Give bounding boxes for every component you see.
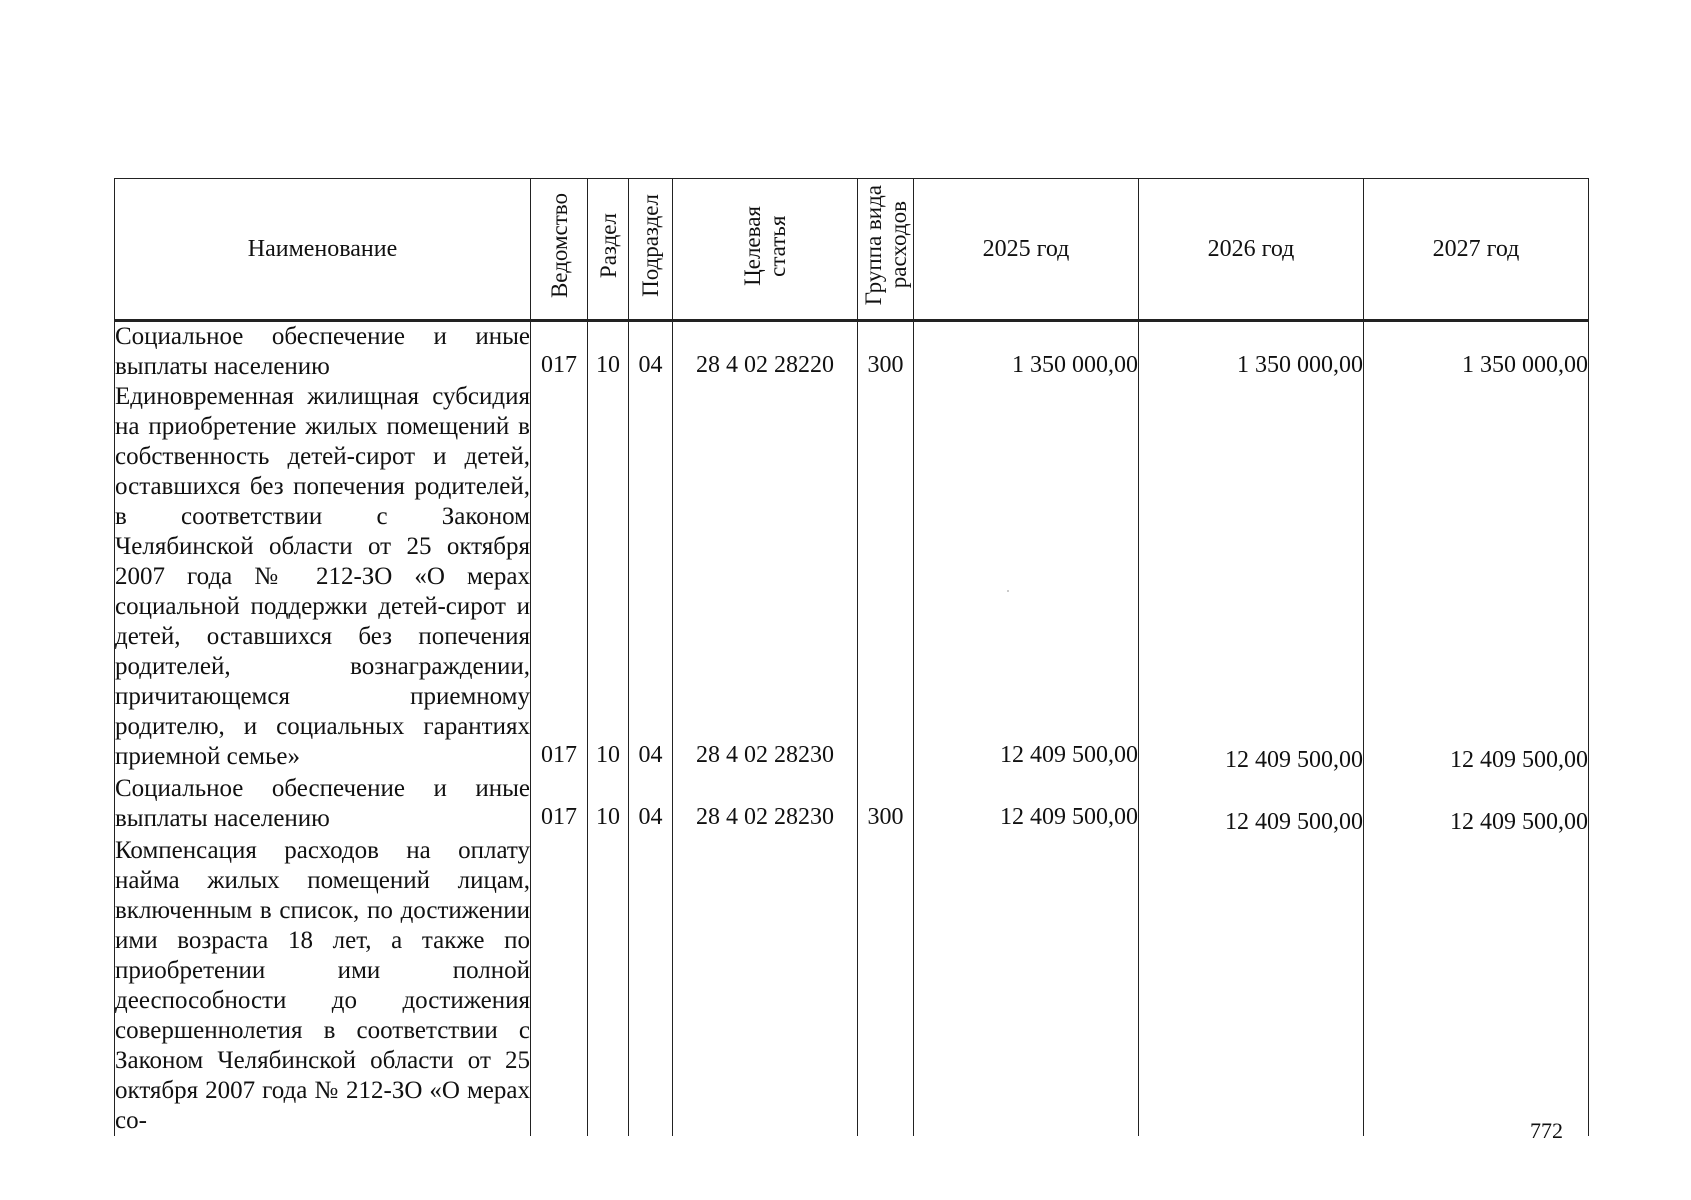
row-name-cell (115, 774, 531, 836)
row-2025-cell (914, 774, 1139, 836)
header-gruppa-line1: Группа вида (860, 185, 886, 306)
header-2027-label: 2027 год (1432, 235, 1520, 262)
row-vedomstvo: 017 (541, 742, 577, 768)
row-name: Социальное обеспечение и иные выплаты населению (115, 775, 530, 832)
row-razdel-cell (588, 836, 629, 1136)
header-2026 (1139, 179, 1364, 321)
row-2026: 12 409 500,00 (1225, 747, 1363, 773)
row-razdel-cell (588, 382, 629, 774)
page-number: 772 (1530, 1118, 1563, 1143)
table-row (115, 836, 1589, 1136)
row-gruppa-cell (858, 836, 914, 1136)
row-vedomstvo-cell (531, 836, 588, 1136)
row-celevaya-cell (673, 836, 858, 1136)
header-celevaya (673, 179, 858, 321)
row-razdel-cell (588, 321, 629, 383)
header-podrazdel-label: Подраздел (638, 194, 663, 297)
row-2025-cell (914, 321, 1139, 383)
row-gruppa: 300 (867, 352, 904, 378)
row-name-cell (115, 321, 531, 383)
header-name-label: Наименование (247, 235, 398, 262)
row-name-cell (115, 836, 531, 1136)
row-podrazdel-cell (629, 774, 673, 836)
row-gruppa-cell (858, 321, 914, 383)
table-row (115, 774, 1589, 836)
header-celevaya-line2: статья (765, 214, 790, 277)
row-razdel: 10 (596, 352, 620, 378)
row-name: Единовременная жилищная субсидия на приобретение жилых помещений в собственность детей-сирот и детей, оставшихся без попечения родителей, в соответствии с Законом Челябинской области от 25 октября 2007 года № 212-ЗО «О мерах социальной поддержки детей-сирот и детей, оставшихся без попечения родителей, вознаграждении, причитающемся приемному родителю, и социальных гарантиях приемной семье» (115, 383, 530, 770)
row-name-cell (115, 382, 531, 774)
row-podrazdel-cell (629, 382, 673, 774)
header-2025 (914, 179, 1139, 321)
header-gruppa-label (861, 185, 911, 305)
row-vedomstvo-cell (531, 382, 588, 774)
row-2026: 12 409 500,00 (1225, 809, 1363, 835)
row-2027-cell (1364, 382, 1589, 774)
row-celevaya-cell (673, 382, 858, 774)
row-podrazdel: 04 (638, 804, 663, 830)
row-celevaya: 28 4 02 28220 (696, 352, 834, 378)
row-podrazdel: 04 (638, 352, 663, 378)
row-2025: 1 350 000,00 (1012, 352, 1138, 378)
budget-table (114, 178, 1589, 1136)
row-vedomstvo: 017 (541, 804, 577, 830)
row-2026-cell (1139, 321, 1364, 383)
header-2025-label: 2025 год (982, 235, 1070, 262)
row-2027: 1 350 000,00 (1462, 352, 1588, 378)
header-vedomstvo-label: Ведомство (546, 192, 572, 299)
row-gruppa: 300 (867, 804, 904, 830)
header-razdel-label: Раздел (595, 212, 621, 279)
header-2027 (1364, 179, 1589, 321)
row-razdel: 10 (596, 742, 620, 768)
row-2026: 1 350 000,00 (1237, 352, 1363, 378)
header-gruppa-line2: расходов (885, 201, 911, 290)
header-celevaya-line1: Целевая (740, 205, 765, 286)
header-vedomstvo (531, 179, 588, 321)
header-name (115, 179, 531, 321)
table-row (115, 321, 1589, 383)
row-celevaya-cell (673, 321, 858, 383)
row-gruppa-cell (858, 774, 914, 836)
row-vedomstvo-cell (531, 774, 588, 836)
row-podrazdel-cell (629, 321, 673, 383)
row-vedomstvo: 017 (541, 352, 577, 378)
header-2026-label: 2026 год (1207, 235, 1295, 262)
row-2025-cell (914, 836, 1139, 1136)
table-header-row (115, 179, 1589, 321)
row-vedomstvo-cell (531, 321, 588, 383)
row-2027-cell (1364, 836, 1589, 1136)
row-podrazdel-cell (629, 836, 673, 1136)
header-gruppa (858, 179, 914, 321)
row-razdel: 10 (596, 804, 620, 830)
header-celevaya-label (740, 206, 790, 286)
row-name: Компенсация расходов на оплату найма жилых помещений лицам, включенным в список, по достижении ими возраста 18 лет, а также по приобретении ими полной дееспособности до достижения совершеннолетия в соответствии с Законом Челябинской области от 25 октября 2007 года № 212-ЗО «О мерах со- (115, 837, 530, 1134)
row-gruppa-cell (858, 382, 914, 774)
row-razdel-cell (588, 774, 629, 836)
row-celevaya: 28 4 02 28230 (696, 804, 834, 830)
row-2026-cell (1139, 774, 1364, 836)
scan-speck (1007, 590, 1009, 592)
row-2027: 12 409 500,00 (1450, 747, 1588, 773)
row-2026-cell (1139, 836, 1364, 1136)
row-celevaya-cell (673, 774, 858, 836)
row-podrazdel: 04 (638, 742, 663, 768)
header-razdel (588, 179, 629, 321)
row-2027-cell (1364, 774, 1589, 836)
row-name: Социальное обеспечение и иные выплаты населению (115, 323, 530, 380)
row-celevaya: 28 4 02 28230 (696, 742, 834, 768)
row-2025-cell (914, 382, 1139, 774)
row-2026-cell (1139, 382, 1364, 774)
row-2027-cell (1364, 321, 1589, 383)
table-row (115, 382, 1589, 774)
header-podrazdel (629, 179, 673, 321)
row-2025: 12 409 500,00 (1000, 804, 1138, 830)
row-2027: 12 409 500,00 (1450, 809, 1588, 835)
row-2025: 12 409 500,00 (1000, 742, 1138, 768)
